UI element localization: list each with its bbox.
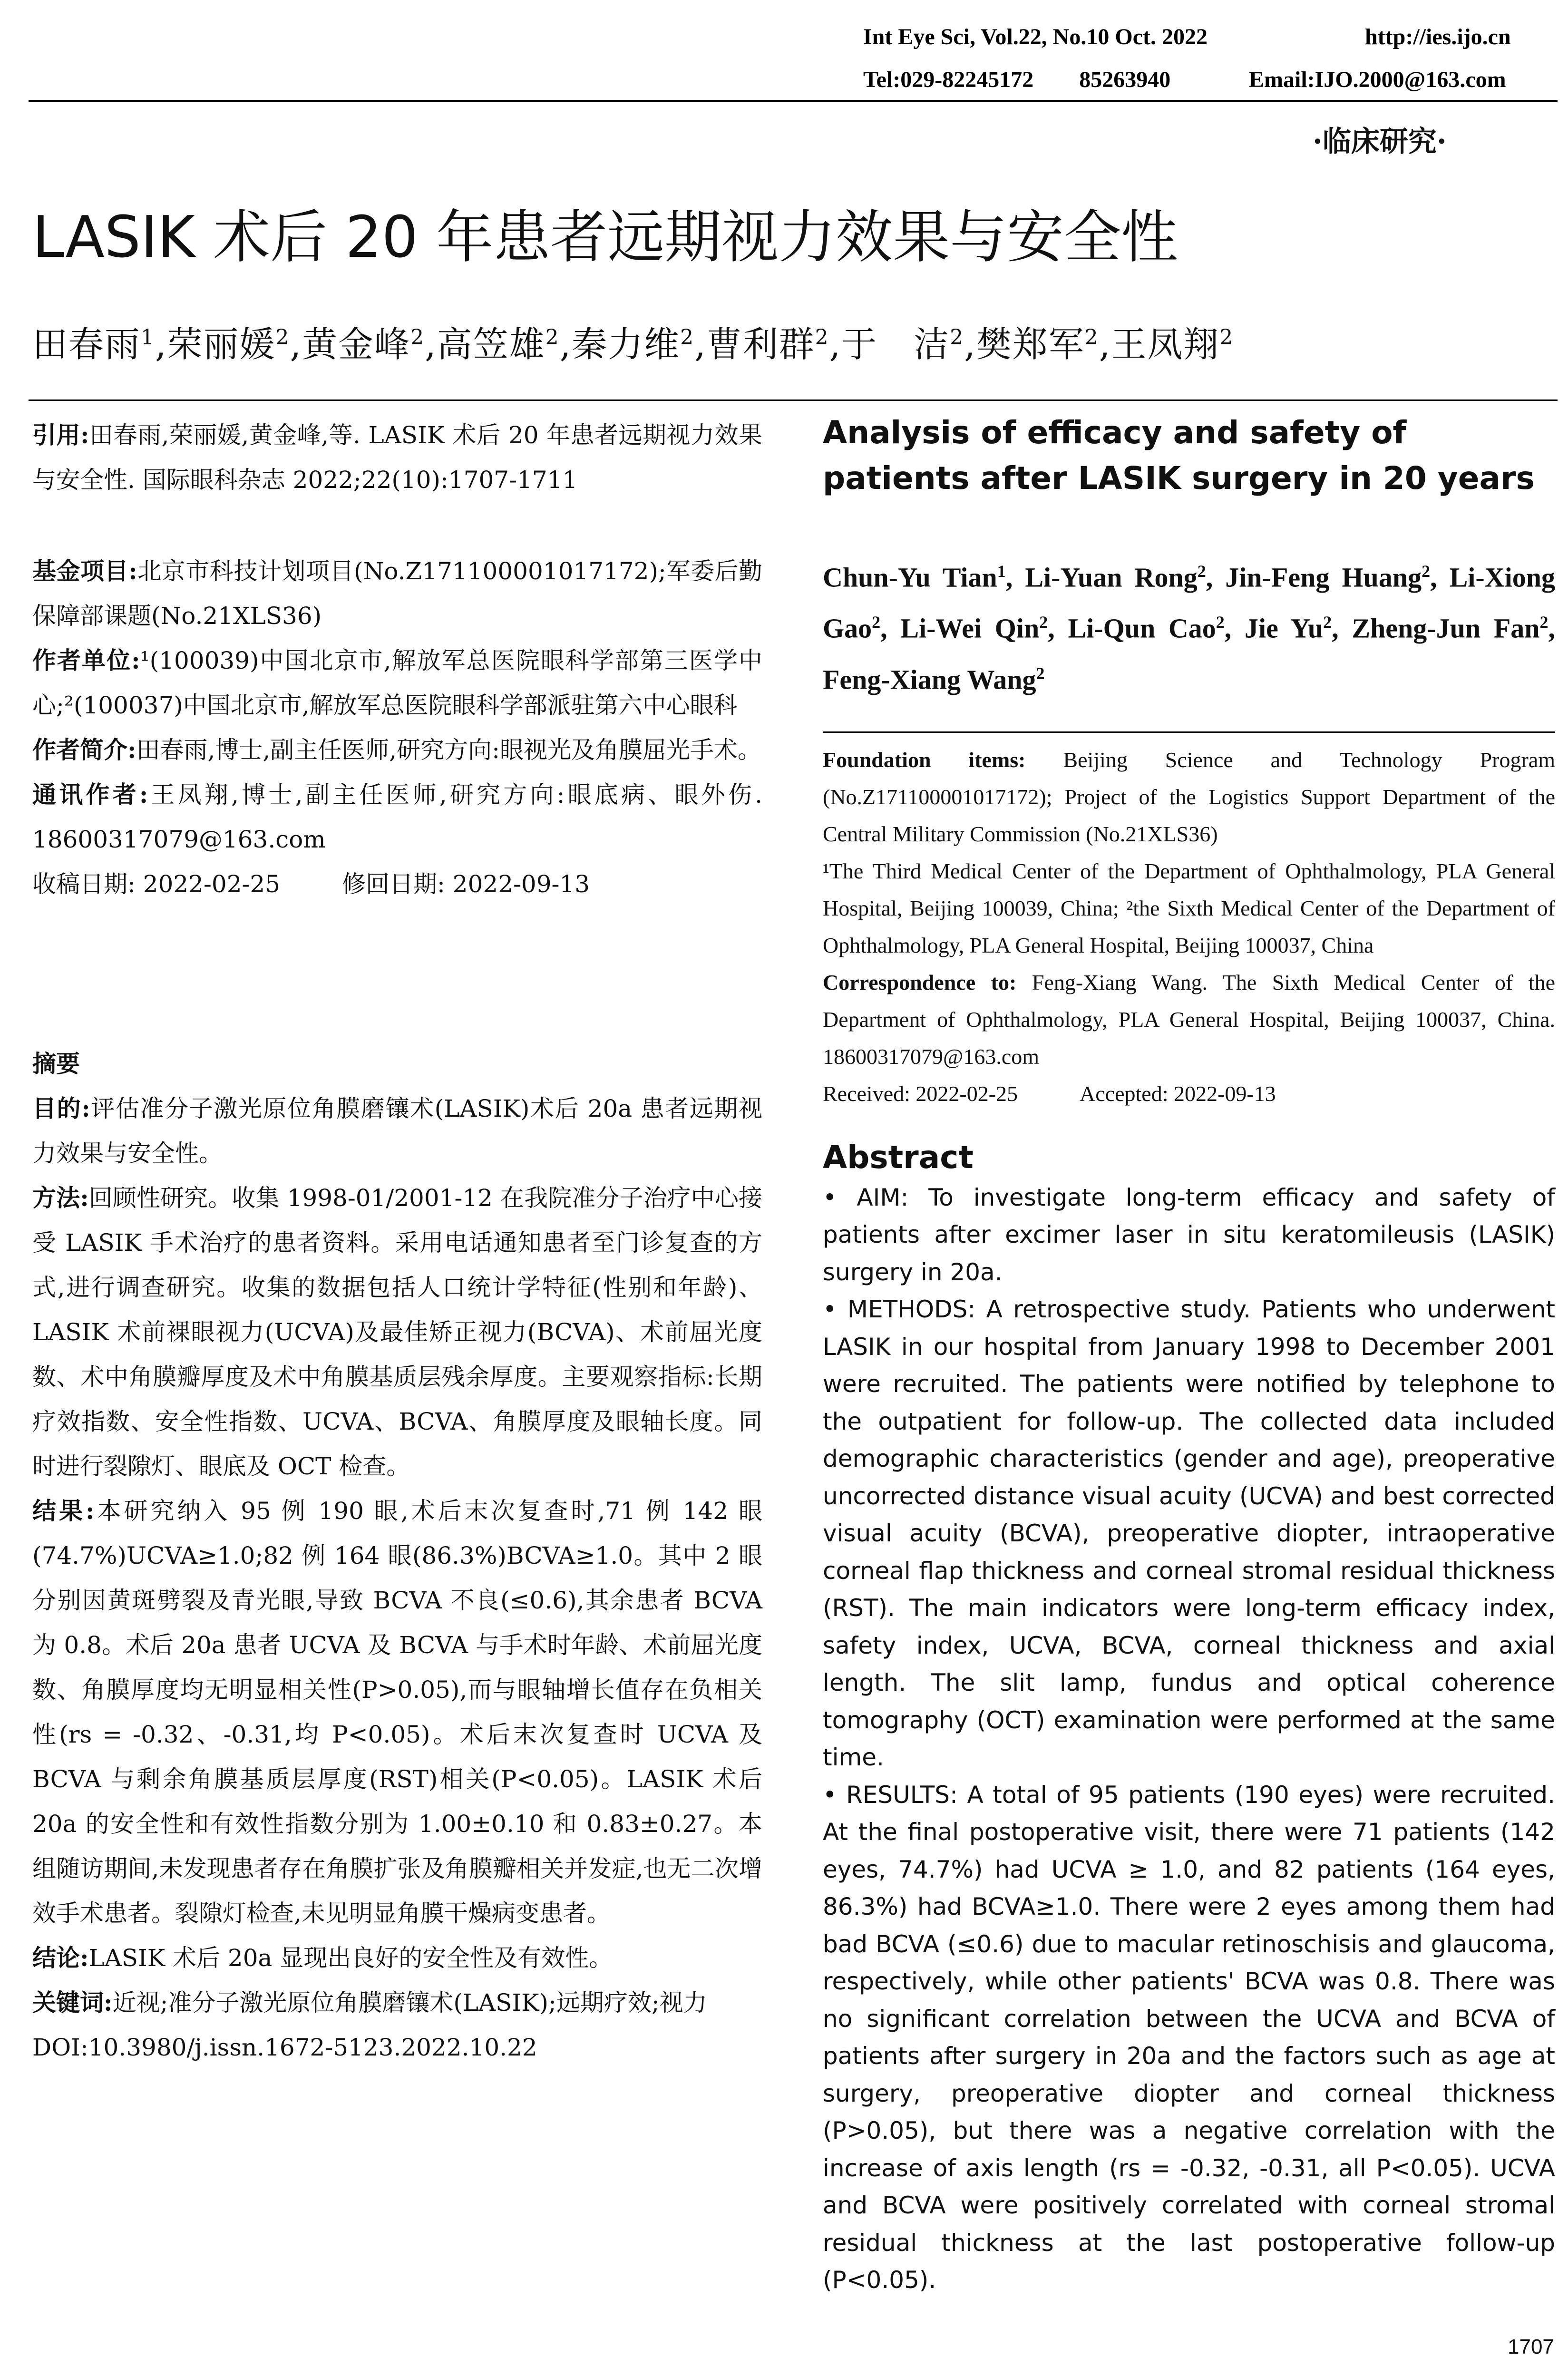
author-list: 田春雨$^1$,荣丽媛$^2$,黄金峰$^2$,高笠雄$^2$,秦力维$^2$,曹利群$^2$,于 洁$^2$,樊郑军$^2$,王凤翔$^2$ — [32, 324, 1234, 365]
abstract-aim-cn: 目的:评估准分子激光原位角膜磨镶术(LASIK)术后 20a 患者远期视力效果与安全性。 — [32, 1094, 762, 1167]
header-rule — [29, 100, 1558, 102]
author-name: 荣丽媛 — [167, 324, 276, 365]
english-author-name: Zheng-Jun Fan — [1352, 613, 1540, 644]
english-front-matter — [823, 410, 1555, 2299]
author-affiliation-mark: 2 — [410, 325, 425, 350]
chinese-abstract — [32, 1042, 762, 2070]
author-name: 于 洁 — [841, 324, 950, 365]
english-author-affiliation-mark: 2 — [1036, 663, 1045, 683]
title-rule — [29, 399, 1558, 401]
english-author-affiliation-mark: 2 — [872, 613, 881, 632]
abstract-heading-en: Abstract — [823, 1139, 974, 1176]
abstract-methods-cn: 方法:回顾性研究。收集 1998-01/2001-12 在我院准分子治疗中心接受 LASIK 手术治疗的患者资料。采用电话通知患者至门诊复查的方式,进行调查研究。收集的数据包括人口统计学特征(性别和年龄)、LASIK 术前裸眼视力(UCVA)及最佳矫正视力(BCVA)、术前屈光度数、术中角膜瓣厚度及术中角膜基质层残余厚度。主要观察指标:长期疗效指数、安全性指数、UCVA、BCVA、角膜厚度及眼轴长度。同时进行裂隙灯、眼底及 OCT 检查。 — [32, 1184, 762, 1480]
abstract-heading-cn: 摘要 — [32, 1050, 80, 1078]
author-affiliation-mark: 2 — [680, 325, 695, 350]
correspondence: Correspondence to: Feng-Xiang Wang. The Sixth Medical Center of the Department of Ophthalmology, PLA General Hospital, Beijing 100037, China. 18600317079@163.com — [823, 970, 1556, 1069]
author-affiliation-mark: 2 — [1219, 325, 1234, 350]
abstract-results-cn: 结果:本研究纳入 95 例 190 眼,术后末次复查时,71 例 142 眼(74.7%)UCVA≥1.0;82 例 164 眼(86.3%)BCVA≥1.0。其中 2 眼分别因黄斑劈裂及青光眼,导致 BCVA 不良(≤0.6),其余患者 BCVA 为 0.8。术后 20a 患者 UCVA 及 BCVA 与手术时年龄、术前屈光度数、角膜厚度均无明显相关性(P>0.05),而与眼轴增长值存在负相关性(rs = -0.32、-0.31,均 P<0.05)。术后末次复查时 UCVA 及 BCVA 与剩余角膜基质层厚度(RST)相关(P<0.05)。LASIK 术后 20a 的安全性和有效性指数分别为 1.00±0.10 和 0.83±0.27。本组随访期间,未发现患者存在角膜扩张及角膜瓣相关并发症,也无二次增效手术患者。裂隙灯检查,未见明显角膜干燥病变患者。 — [32, 1497, 762, 1927]
english-author-name: Feng-Xiang Wang — [823, 663, 1036, 695]
dates: 收稿日期: 2022-02-25 修回日期: 2022-09-13 — [32, 870, 590, 898]
english-author-name: Li-Xiong Gao — [823, 562, 1555, 644]
english-author-affiliation-mark: 2 — [1422, 562, 1431, 581]
affiliations: ¹The Third Medical Center of the Department of Ophthalmology, PLA General Hospital, Beijing 100039, China; ²the Sixth Medical Center of the Department of Ophthalmology, PLA General Hospital, Beijing 100037, China — [823, 858, 1555, 957]
section-tag: ·临床研究· — [1313, 125, 1447, 158]
english-dates: Received: 2022-02-25 Accepted: 2022-09-13 — [823, 1081, 1276, 1106]
author-name: 王凤翔 — [1111, 324, 1220, 365]
article-title: LASIK 术后 20 年患者远期视力效果与安全性 — [32, 205, 1178, 271]
english-author-name: Jie Yu — [1244, 613, 1324, 644]
english-author-name: Li-Qun Cao — [1068, 613, 1216, 644]
fund-info: 基金项目:北京市科技计划项目(No.Z171100001017172);军委后勤保障部课题(No.21XLS36) — [32, 557, 762, 630]
journal-citation-header: Int Eye Sci, Vol.22, No.10 Oct. 2022 — [863, 24, 1208, 49]
english-author-affiliation-mark: 2 — [1323, 613, 1332, 632]
journal-tel-header: Tel:029-82245172 85263940 — [863, 67, 1171, 92]
author-affiliation-mark: 1 — [141, 325, 155, 350]
corresponding-author: 通讯作者:王凤翔,博士,副主任医师,研究方向:眼底病、眼外伤. 18600317079@163.com — [32, 780, 762, 853]
citation: 引用:田春雨,荣丽媛,黄金峰,等. LASIK 术后 20 年患者远期视力效果与安全性. 国际眼科杂志 2022;22(10):1707-1711 — [32, 421, 762, 494]
author-name: 曹利群 — [706, 324, 815, 365]
english-author-name: Jin-Feng Huang — [1225, 562, 1422, 593]
english-author-affiliation-mark: 2 — [1039, 613, 1048, 632]
author-name: 田春雨 — [32, 324, 141, 365]
author-bio: 作者简介:田春雨,博士,副主任医师,研究方向:眼视光及角膜屈光手术。 — [32, 736, 761, 764]
author-name: 高笠雄 — [437, 324, 545, 365]
journal-url-header: http://ies.ijo.cn — [1365, 24, 1511, 49]
author-affiliation-mark: 2 — [815, 325, 829, 350]
english-article-info — [823, 741, 1555, 1112]
author-affiliation-mark: 2 — [545, 325, 560, 350]
english-author-affiliation-mark: 2 — [1539, 613, 1549, 632]
author-name: 黄金峰 — [302, 324, 411, 365]
author-name: 秦力维 — [572, 324, 681, 365]
english-abstract — [823, 1179, 1555, 2299]
english-author-name: Li-Wei Qin — [900, 613, 1040, 644]
english-author-affiliation-mark: 1 — [997, 562, 1006, 581]
keywords-cn: 关键词:近视;准分子激光原位角膜磨镶术(LASIK);远期疗效;视力 — [32, 1988, 707, 2017]
english-authors-rule — [823, 731, 1555, 733]
english-author-affiliation-mark: 2 — [1197, 562, 1206, 581]
foundation-items: Foundation items: Beijing Science and Technology Program (No.Z171100001017172); Project of the Logistics Support Department of the Central Military Commission (No.21XLS36) — [823, 747, 1555, 846]
author-affiliation-mark: 2 — [1084, 325, 1099, 350]
author-affiliation-mark: 2 — [950, 325, 964, 350]
author-units: 作者单位:¹(100039)中国北京市,解放军总医院眼科学部第三医学中心;²(100037)中国北京市,解放军总医院眼科学部派驻第六中心眼科 — [32, 646, 762, 719]
author-name: 樊郑军 — [976, 324, 1085, 365]
english-author-name: Chun-Yu Tian — [823, 562, 997, 593]
article-info — [32, 549, 762, 906]
english-author-name: Li-Yuan Rong — [1025, 562, 1198, 593]
abstract-aim-en: • AIM: To investigate long-term efficacy and safety of patients after excimer laser in situ keratomileusis (LASIK) surgery in 20a. — [823, 1183, 1555, 1286]
abstract-methods-en: • METHODS: A retrospective study. Patients who underwent LASIK in our hospital from January 1998 to December 2001 were recruited. The patients were notified by telephone to the outpatient for follow-up. The collected data included demographic characteristics (gender and age), preoperative uncorrected distance visual acuity (UCVA) and best corrected visual acuity (BCVA), preoperative diopter, intraoperative corneal flap thickness and corneal stromal residual thickness (RST). The main indicators were long-term efficacy index, safety index, UCVA, BCVA, corneal thickness and axial length. The slit lamp, fundus and optical coherence tomography (OCT) examination were performed at the same time. — [823, 1296, 1555, 1772]
doi: DOI:10.3980/j.issn.1672-5123.2022.10.22 — [32, 2034, 537, 2061]
english-title: Analysis of efficacy and safety of patients after LASIK surgery in 20 years — [823, 414, 1535, 497]
english-author-affiliation-mark: 2 — [1216, 613, 1225, 632]
abstract-results-en: • RESULTS: A total of 95 patients (190 eyes) were recruited. At the final postoperative visit, there were 71 patients (142 eyes, 74.7%) had UCVA ≥ 1.0, and 82 patients (164 eyes, 86.3%) had BCVA≥1.0. There were 2 eyes among them had bad BCVA (≤0.6) due to macular retinoschisis and glaucoma, respectively, while other patients' BCVA was 0.8. There was no significant correlation between the UCVA and BCVA of patients after surgery in 20a and the factors such as age at surgery, preoperative diopter and corneal thickness (P>0.05), but there was a negative correlation with the increase of axis length (rs = -0.32, -0.31, all P<0.05). UCVA and BCVA were positively correlated with corneal stromal residual thickness at the last postoperative follow-up (P<0.05). — [823, 1781, 1555, 2294]
abstract-conclusion-cn: 结论:LASIK 术后 20a 显现出良好的安全性及有效性。 — [32, 1944, 613, 1972]
chinese-front-matter — [32, 413, 762, 502]
page-number: 1707 — [1508, 2335, 1554, 2358]
journal-email-header: Email:IJO.2000@163.com — [1249, 67, 1506, 92]
english-author-list: Chun-Yu Tian$^1$, Li-Yuan Rong$^2$, Jin-Feng Huang$^2$, Li-Xiong Gao$^2$, Li-Wei Qin$^2$, Li-Qun Cao$^2$, Jie Yu$^2$, Zheng-Jun Fan$^2$, Feng-Xiang Wang$^2$ — [823, 562, 1555, 695]
author-affiliation-mark: 2 — [275, 325, 290, 350]
